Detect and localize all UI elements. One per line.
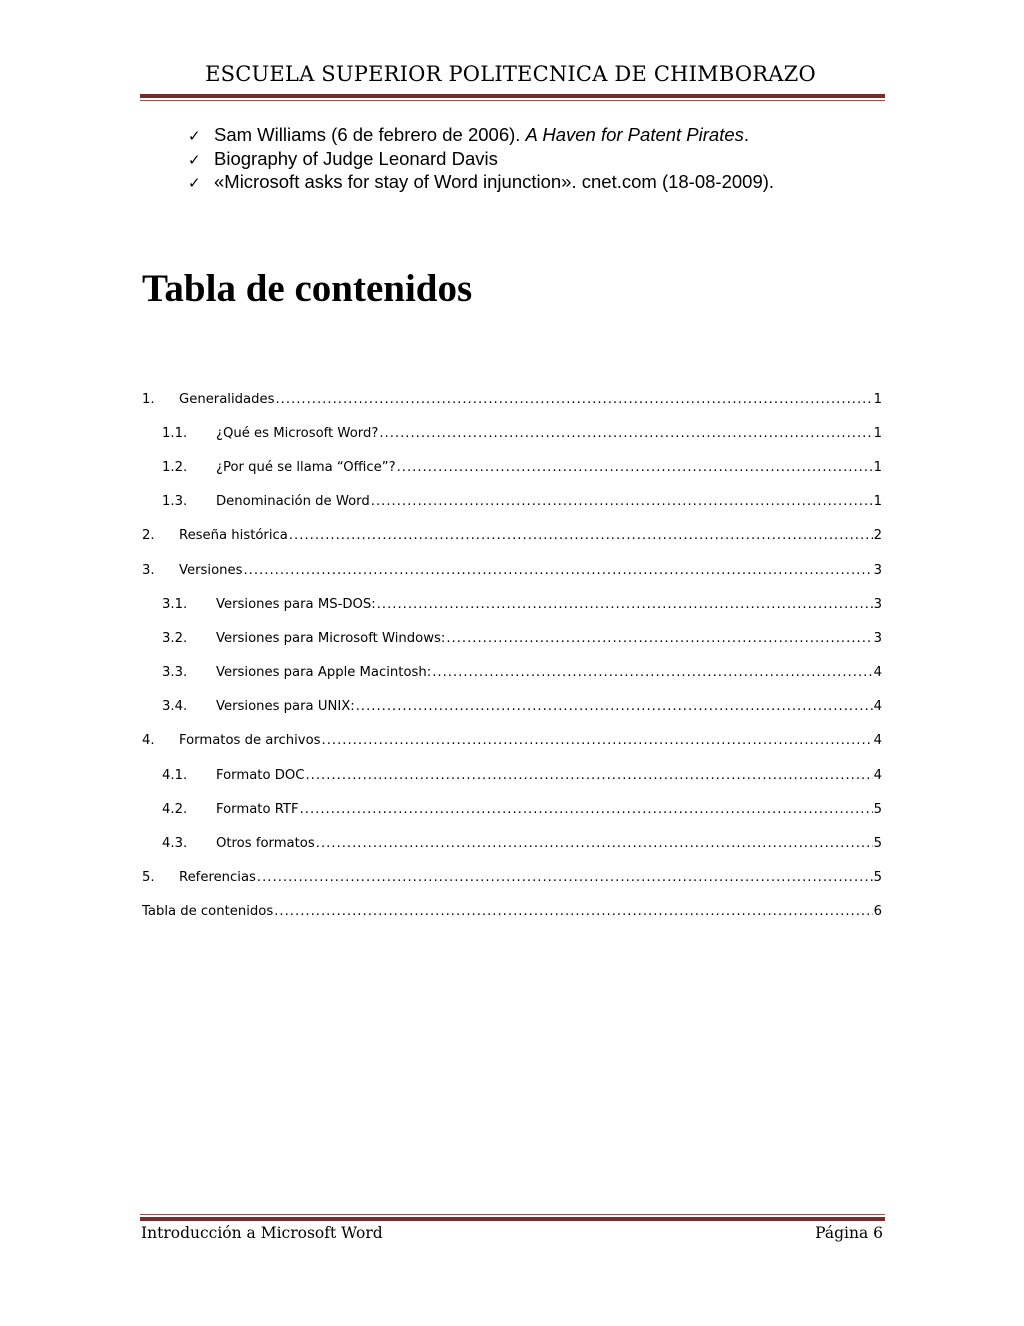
toc-entry[interactable]	[142, 861, 882, 895]
reference-item	[188, 148, 774, 172]
toc-entry-number: 4.	[142, 733, 155, 749]
reference-text: Biography of Judge Leonard Davis	[214, 147, 498, 169]
toc-entry-label: Tabla de contenidos	[142, 904, 274, 920]
footer-document-title: Introducción a Microsoft Word	[141, 1224, 383, 1242]
toc-leader-dots	[275, 392, 872, 407]
check-icon: ✓	[188, 174, 201, 192]
toc-entry-page: 6	[873, 904, 882, 920]
toc-entry[interactable]	[142, 758, 882, 792]
toc-entry-number: 1.3.	[162, 494, 188, 510]
toc-entry-number: 3.2.	[162, 630, 188, 646]
toc-entry-label: ¿Qué es Microsoft Word?	[216, 425, 379, 441]
toc-leader-dots	[274, 904, 872, 919]
toc-entry[interactable]	[142, 553, 882, 587]
toc-entry-label: Versiones para Apple Macintosh:	[216, 665, 432, 681]
toc-leader-dots	[289, 528, 873, 543]
footer-page-number: Página 6	[815, 1224, 883, 1242]
toc-entry[interactable]	[142, 416, 882, 450]
toc-entry-label: Generalidades	[179, 391, 275, 407]
toc-leader-dots	[300, 802, 873, 817]
toc-entry-page: 1	[873, 391, 882, 407]
toc-entry[interactable]	[142, 621, 882, 655]
header-rule	[140, 94, 885, 98]
toc-entry[interactable]	[142, 724, 882, 758]
toc-entry-label: Denominación de Word	[216, 494, 370, 510]
reference-item	[188, 171, 774, 195]
toc-leader-dots	[322, 733, 873, 748]
toc-entry[interactable]	[142, 656, 882, 690]
toc-entry-number: 5.	[142, 870, 155, 886]
toc-entry-page: 4	[873, 767, 882, 783]
toc-entry-number: 3.	[142, 562, 155, 578]
toc-entry-number: 3.3.	[162, 665, 188, 681]
toc-entry[interactable]	[142, 690, 882, 724]
toc-leader-dots	[432, 665, 872, 680]
toc-entry-page: 5	[873, 801, 882, 817]
toc-entry-number: 3.1.	[162, 596, 188, 612]
toc-entry-label: Formato RTF	[216, 801, 299, 817]
toc-leader-dots	[377, 597, 873, 612]
header-title: ESCUELA SUPERIOR POLITECNICA DE CHIMBORAZO	[205, 62, 816, 86]
toc-entry-page: 1	[873, 494, 882, 510]
toc-entry[interactable]	[142, 519, 882, 553]
toc-entry[interactable]	[142, 382, 882, 416]
toc-entry-label: Versiones para Microsoft Windows:	[216, 630, 446, 646]
toc-entry-page: 4	[873, 699, 882, 715]
toc-leader-dots	[243, 563, 872, 578]
check-icon: ✓	[188, 150, 201, 169]
header-rule-thin	[140, 100, 885, 101]
toc-entry-page: 3	[873, 630, 882, 646]
toc-entry-label: Otros formatos	[216, 836, 315, 852]
toc-entry-page: 2	[873, 528, 882, 544]
toc-entry[interactable]	[142, 450, 882, 484]
toc-entry-number: 3.4.	[162, 699, 188, 715]
footer-rule-thin	[140, 1214, 885, 1215]
toc-entry-page: 1	[873, 459, 882, 475]
toc-entry-page: 5	[873, 836, 882, 852]
toc-entry-page: 3	[873, 596, 882, 612]
toc-entry-number: 1.2.	[162, 459, 188, 475]
toc-entry[interactable]	[142, 895, 882, 929]
reference-text: «Microsoft asks for stay of Word injunction». cnet.com (18-08-2009).	[214, 171, 775, 192]
toc-heading: Tabla de contenidos	[142, 267, 473, 310]
toc-entry[interactable]	[142, 587, 882, 621]
footer-rule	[140, 1217, 885, 1221]
toc-leader-dots	[305, 768, 872, 783]
toc-leader-dots	[446, 631, 872, 646]
toc-entry[interactable]	[142, 792, 882, 826]
toc-leader-dots	[397, 460, 873, 475]
toc-entry-number: 4.1.	[162, 767, 188, 783]
toc-entry-label: Versiones	[179, 562, 243, 578]
toc-entry-label: Reseña histórica	[179, 528, 288, 544]
toc-entry-label: Versiones para UNIX:	[216, 699, 355, 715]
check-icon: ✓	[188, 127, 201, 145]
toc-entry-number: 2.	[142, 528, 155, 544]
toc-entry-page: 3	[873, 562, 882, 578]
toc-leader-dots	[316, 836, 873, 851]
toc-entry-label: Versiones para MS-DOS:	[216, 596, 376, 612]
toc-entry-page: 1	[873, 425, 882, 441]
toc-entry[interactable]	[142, 826, 882, 860]
toc-entry-label: ¿Por qué se llama “Office”?	[216, 459, 396, 475]
toc-entry-page: 5	[873, 870, 882, 886]
reference-text: Sam Williams (6 de febrero de 2006). A Haven for Patent Pirates.	[214, 124, 750, 145]
toc-entry-number: 1.1.	[162, 425, 188, 441]
toc-leader-dots	[379, 426, 872, 441]
toc-entry-number: 4.3.	[162, 836, 188, 852]
reference-item	[188, 124, 774, 148]
toc-entry-label: Referencias	[179, 870, 256, 886]
table-of-contents	[142, 382, 882, 929]
toc-entry-number: 1.	[142, 391, 155, 407]
toc-leader-dots	[257, 870, 873, 885]
toc-leader-dots	[356, 699, 873, 714]
toc-entry-label: Formato DOC	[216, 767, 305, 783]
toc-entry-number: 4.2.	[162, 801, 188, 817]
toc-entry-label: Formatos de archivos	[179, 733, 321, 749]
references-list	[188, 124, 774, 195]
toc-entry-page: 4	[873, 733, 882, 749]
toc-entry-page: 4	[873, 665, 882, 681]
toc-leader-dots	[371, 494, 873, 509]
toc-entry[interactable]	[142, 485, 882, 519]
